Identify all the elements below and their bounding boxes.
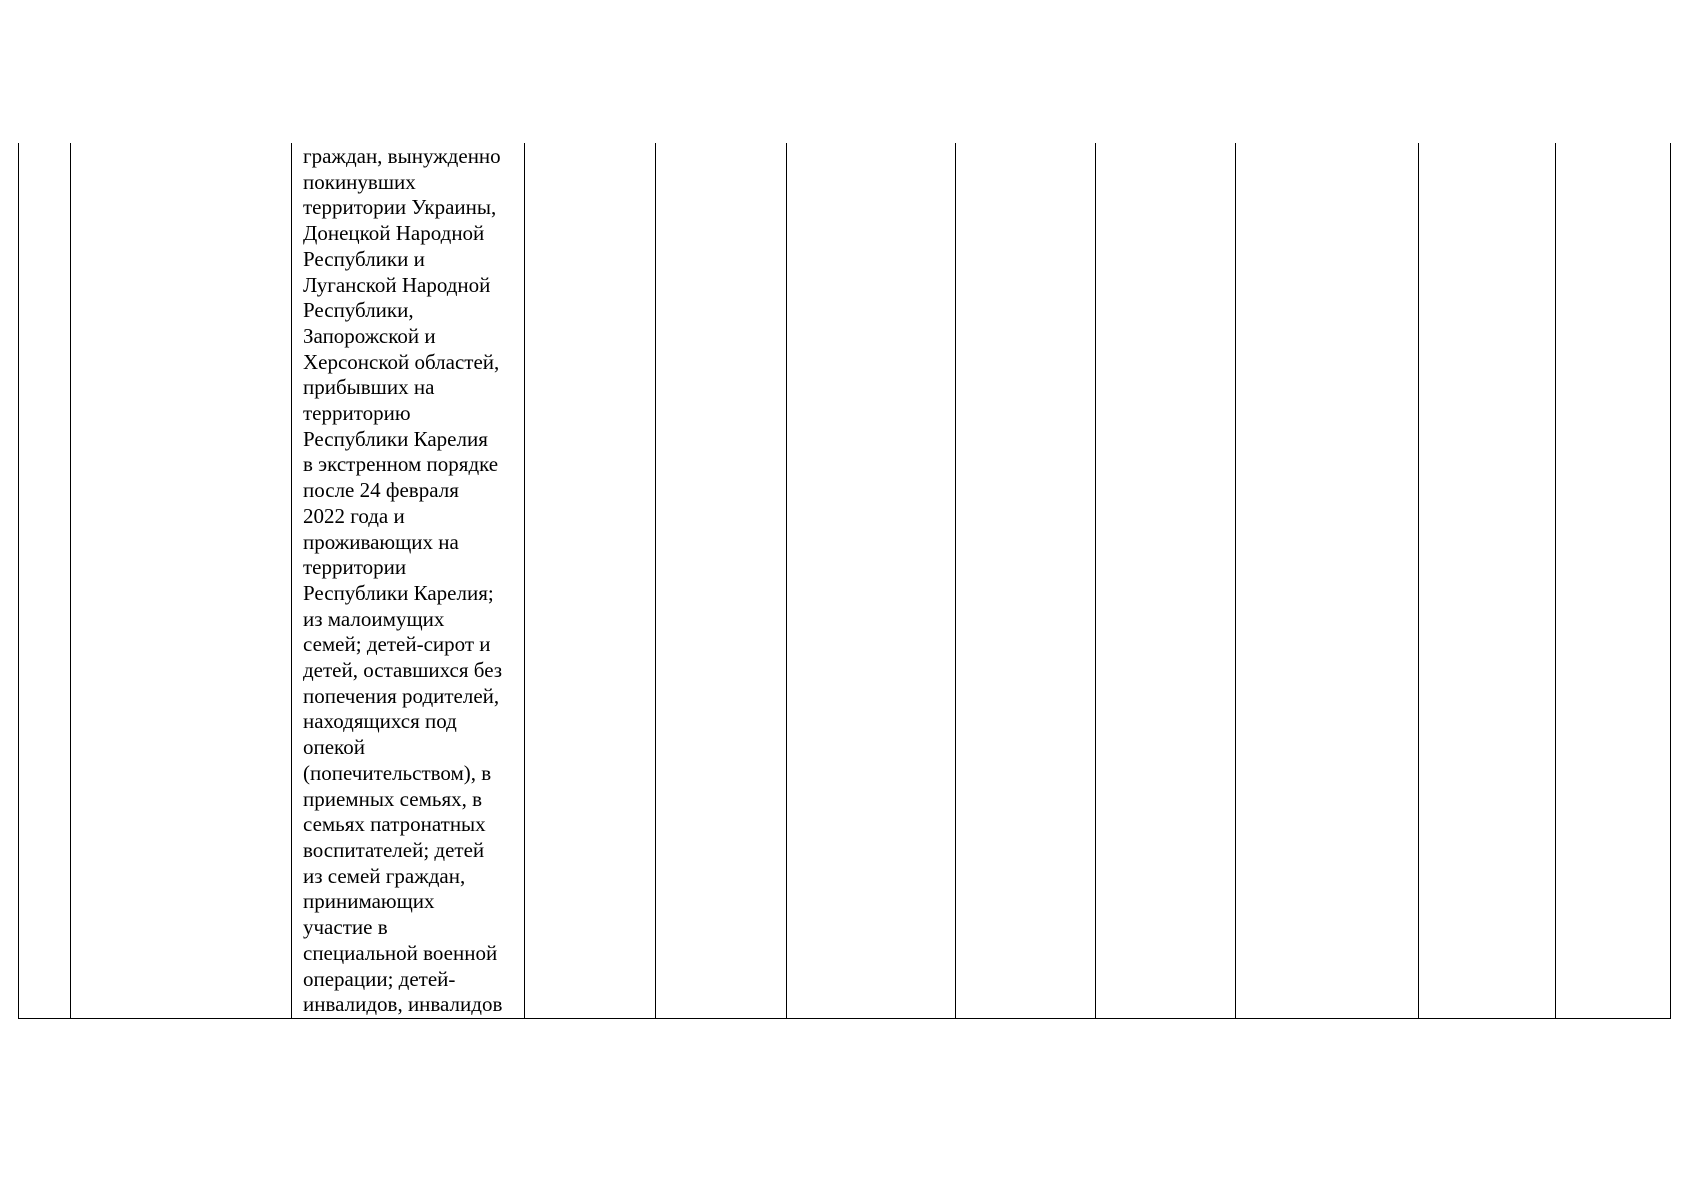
table-cell <box>1096 143 1236 1018</box>
table-cell-recipients: граждан, вынужденно покинувших территории Украины, Донецкой Народной Республики и Луганской Народной Республики, Запорожской и Херсонской областей, прибывших на территорию Республики Карелия в экстренном порядке после 24 февраля 2022 года и проживающих на территории Республики Карелия; из малоимущих семей; детей-сирот и детей, оставшихся без попечения родителей, находящихся под опекой (попечительством), в приемных семьях, в семьях патронатных воспитателей; детей из семей граждан, принимающих участие в специальной военной операции; детей- инвалидов, инвалидов <box>292 143 525 1018</box>
table-cell <box>1236 143 1419 1018</box>
table-cell <box>656 143 787 1018</box>
table-row <box>19 143 1671 1018</box>
table-cell <box>956 143 1096 1018</box>
table-cell-name <box>71 143 292 1018</box>
table-cell-number <box>19 143 71 1018</box>
table-cell <box>1556 143 1671 1018</box>
document-table <box>18 143 1671 1019</box>
table-cell <box>1419 143 1556 1018</box>
table-cell <box>525 143 656 1018</box>
table-cell <box>787 143 956 1018</box>
